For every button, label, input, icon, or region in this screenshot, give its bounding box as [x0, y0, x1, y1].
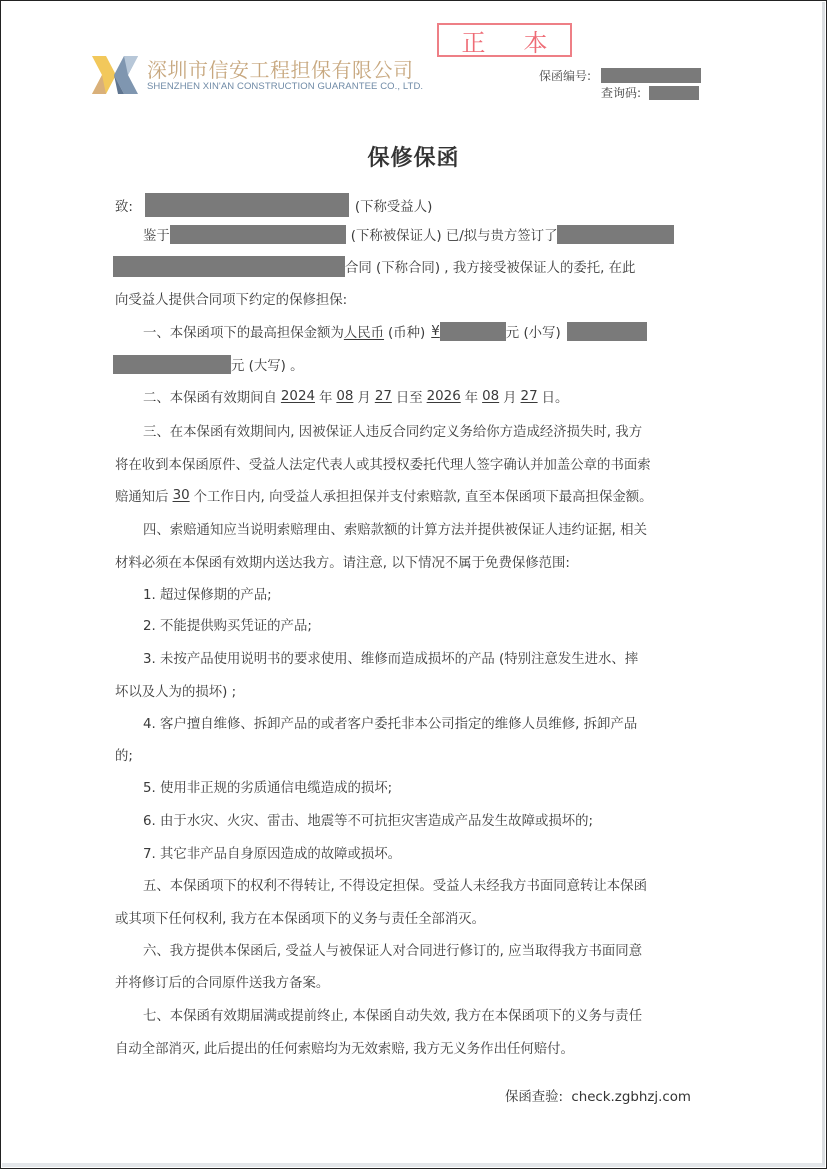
exclusion-item-6: 6. 由于水灾、火灾、雷击、地震等不可抗拒灾害造成产品发生故障或损坏的;: [143, 813, 594, 829]
end-day: 27: [520, 388, 538, 404]
month-unit: 月: [357, 390, 371, 406]
clause-7-line-2: 自动全部消灭, 此后提出的任何索赔均为无效索赔, 我方无义务作出任何赔付。: [115, 1041, 574, 1057]
clause-3-line-3: [115, 483, 653, 507]
clause-7-line-1: 七、本保函有效期届满或提前终止, 本保函自动失效, 我方在本保函项下的义务与责任: [143, 1008, 643, 1024]
intro-line-2: [113, 254, 635, 278]
query-code-label: 查询码:: [601, 86, 642, 100]
intro-mid: (下称被保证人) 已/拟与贵方签订了: [350, 228, 558, 244]
currency-value: 人民币: [343, 325, 385, 341]
amount-words-label: 元 (大写) 。: [231, 358, 304, 374]
intro-lead: 鉴于: [143, 228, 170, 244]
redacted-query-code: [649, 86, 699, 100]
redacted-guarantee-number: [601, 68, 701, 83]
clause-5-line-2: 或其项下任何权利, 我方在本保函项下的义务与责任全部消灭。: [115, 911, 486, 927]
company-name-cn: 深圳市信安工程担保有限公司: [147, 58, 414, 82]
clause-3-line-2: 将在收到本保函原件、受益人法定代表人或其授权委托代理人签字确认并加盖公章的书面索: [115, 457, 651, 473]
document-title: 保修保函: [367, 146, 460, 171]
guarantee-number-row: [539, 67, 701, 84]
stamp-char: 正: [461, 28, 486, 57]
addressee-line: [115, 193, 432, 217]
clause-4-line-2: 材料必须在本保函有效期内送达我方。请注意, 以下情况不属于免费保修范围:: [115, 555, 570, 571]
end-year: 2026: [426, 388, 461, 404]
exclusion-item-4: 4. 客户擅自维修、拆卸产品的或者客户委托非本公司指定的维修人员维修, 拆卸产品: [143, 716, 638, 732]
company-name-en: SHENZHEN XIN'AN CONSTRUCTION GUARANTEE CO., LTD.: [147, 81, 424, 92]
exclusion-item-2: 2. 不能提供购买凭证的产品;: [143, 618, 312, 634]
company-logo-icon: [92, 56, 138, 94]
day-to: 日至: [395, 390, 423, 406]
page-edge-shadow-right: [822, 2, 825, 1165]
addressee-label: 致:: [115, 199, 133, 215]
clause-2-prefix: 二、本保函有效期间自: [143, 390, 277, 406]
exclusion-item-4-cont: 的;: [115, 748, 133, 764]
clause-1-line-1: [143, 319, 647, 343]
beneficiary-note: (下称受益人): [354, 199, 433, 215]
clause-4-line-1: 四、索赔通知应当说明索赔理由、索赔款额的计算方法并提供被保证人违约证据, 相关: [143, 522, 647, 538]
amount-figures-label: 元 (小写): [505, 325, 561, 341]
start-day: 27: [374, 388, 392, 404]
exclusion-item-1: 1. 超过保修期的产品;: [143, 587, 272, 603]
day-end: 日。: [541, 390, 569, 406]
redacted-principal: [170, 225, 346, 244]
year-unit: 年: [464, 390, 479, 406]
clause-3-line-1: 三、在本保函有效期间内, 因被保证人违反合同约定义务给你方造成经济损失时, 我方: [143, 424, 643, 440]
query-code-row: [601, 84, 699, 101]
verification-label: 保函查验:: [505, 1090, 564, 1105]
clause-3-text-a: 赔通知后: [115, 489, 169, 505]
exclusion-item-7: 7. 其它非产品自身原因造成的故障或损坏。: [143, 846, 402, 862]
guarantee-number-label: 保函编号:: [539, 69, 592, 83]
redacted-amount-words: [567, 322, 647, 341]
currency-kind-label: (币种): [388, 325, 426, 341]
redacted-contract-name: [557, 225, 674, 244]
exclusion-item-3: 3. 未按产品使用说明书的要求使用、维修而造成损坏的产品 (特别注意发生进水、摔: [143, 651, 639, 667]
intro-line-3: 向受益人提供合同项下约定的保修担保:: [115, 292, 348, 308]
clause-5-line-1: 五、本保函项下的权利不得转让, 不得设定担保。受益人未经我方书面同意转让本保函: [143, 878, 647, 894]
original-copy-stamp: [437, 23, 572, 57]
intro-line-1: [143, 222, 674, 246]
clause-1-prefix: 一、本保函项下的最高担保金额为: [143, 325, 344, 341]
start-year: 2024: [280, 388, 315, 404]
exclusion-item-5: 5. 使用非正规的劣质通信电缆造成的损坏;: [143, 780, 393, 796]
claim-days: 30: [172, 487, 190, 503]
year-unit: 年: [318, 390, 333, 406]
yen-symbol: ¥: [431, 323, 440, 339]
clause-2-validity: [143, 384, 568, 408]
redacted-amount-words-cont: [113, 355, 231, 374]
intro-line-2-text: 合同 (下称合同) , 我方接受被保证人的委托, 在此: [345, 260, 636, 276]
page-edge-shadow: [2, 1163, 825, 1167]
end-month: 08: [482, 388, 500, 404]
start-month: 08: [336, 388, 354, 404]
redacted-contract-name-cont: [113, 256, 345, 277]
clause-6-line-1: 六、我方提供本保函后, 受益人与被保证人对合同进行修订的, 应当取得我方书面同意: [143, 943, 643, 959]
clause-3-text-b: 个工作日内, 向受益人承担担保并支付索赔款, 直至本保函项下最高担保金额。: [193, 489, 653, 505]
clause-1-line-2: [113, 352, 304, 376]
stamp-char: 本: [523, 28, 548, 57]
exclusion-item-3-cont: 坏以及人为的损坏) ;: [115, 684, 237, 700]
redacted-beneficiary: [145, 193, 349, 217]
month-unit: 月: [503, 390, 517, 406]
clause-6-line-2: 并将修订后的合同原件送我方备案。: [115, 975, 330, 991]
verification-info: [505, 1086, 691, 1105]
verification-url: check.zgbhzj.com: [571, 1090, 691, 1105]
redacted-amount-figures: [440, 322, 506, 341]
